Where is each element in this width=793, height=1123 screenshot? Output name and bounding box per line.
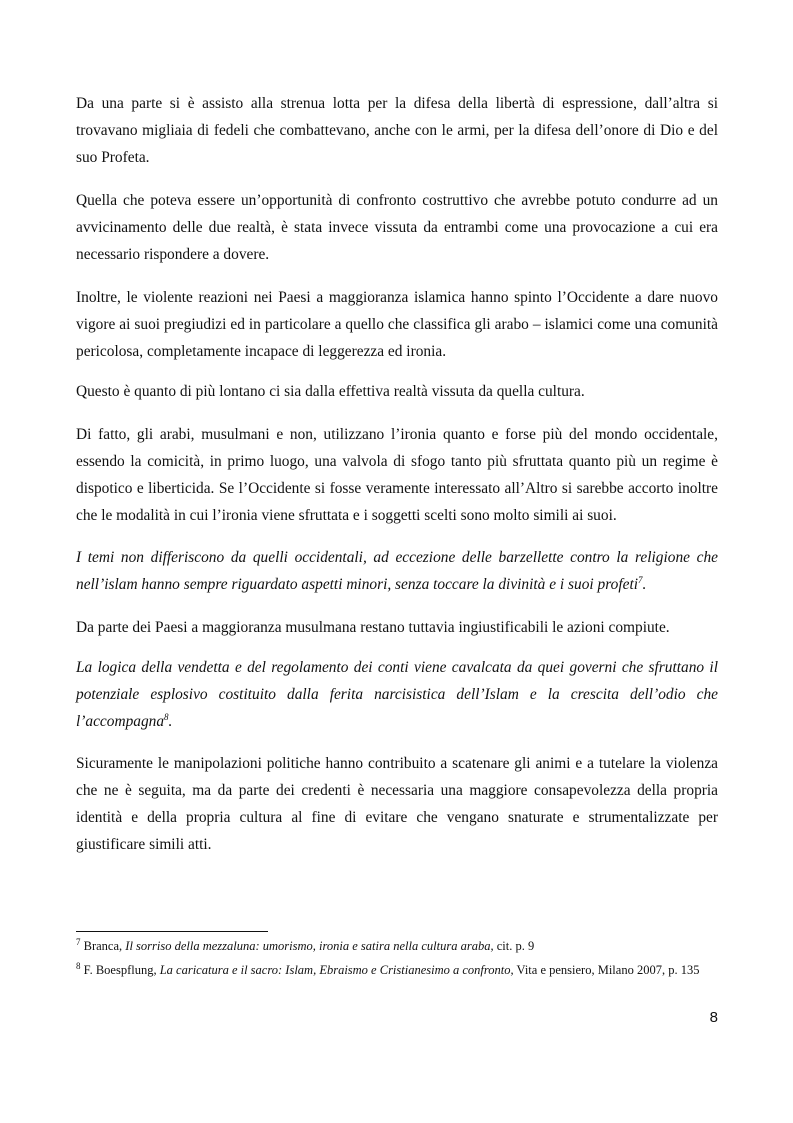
footnote-8 xyxy=(76,958,718,982)
footnote-7-author: Branca, xyxy=(80,939,126,953)
paragraph-6: Da parte dei Paesi a maggioranza musulmana restano tuttavia ingiustificabili le azioni compiute. xyxy=(76,619,670,636)
footnote-ref-8[interactable]: 8 xyxy=(164,711,169,722)
paragraph-5: Di fatto, gli arabi, musulmani e non, utilizzano l’ironia quanto e forse più del mondo occidentale, essendo la comicità, in primo luogo, una valvola di sfogo tanto più sfruttata quanto più un regime è dispotico e liberticida. Se l’Occidente si fosse veramente interessato all’Altro si sarebbe accorto inoltre che le modalità in cui l’ironia viene sfruttata e i soggetti scelti sono molto simili ai suoi. xyxy=(76,426,718,524)
paragraph-4: Questo è quanto di più lontano ci sia dalla effettiva realtà vissuta da quella cultura. xyxy=(76,383,585,400)
footnote-8-author: F. Boespflung, xyxy=(80,963,160,977)
quote-2-text: La logica della vendetta e del regolamento dei conti viene cavalcata da quei governi che sfruttano il potenziale esplosivo costituito dalla ferita narcisistica dell’Islam e la crescita dell’odio che l’accompagna xyxy=(76,659,718,730)
footnote-7-rest: cit. p. 9 xyxy=(493,939,535,953)
paragraph-3: Inoltre, le violente reazioni nei Paesi a maggioranza islamica hanno spinto l’Occidente a dare nuovo vigore ai suoi pregiudizi ed in particolare a quello che classifica gli arabo – islamici come una comunità pericolosa, completamente incapace di leggerezza ed ironia. xyxy=(76,289,718,360)
footnote-7 xyxy=(76,934,718,958)
quote-1 xyxy=(76,544,718,598)
footnote-8-rest: Vita e pensiero, Milano 2007, p. 135 xyxy=(513,963,700,977)
footnote-7-number: 7 xyxy=(76,936,81,947)
paragraph-7: Sicuramente le manipolazioni politiche hanno contribuito a scatenare gli animi e a tutelare la violenza che ne è seguita, ma da parte dei credenti è necessaria una maggiore consapevolezza della propria identità e della propria cultura al fine di evitare che vengano snaturate e strumentalizzate per giustificare simili atti. xyxy=(76,755,718,853)
footnote-ref-7[interactable]: 7 xyxy=(638,574,643,585)
quote-1-text: I temi non differiscono da quelli occidentali, ad eccezione delle barzellette contro la religione che nell’islam hanno sempre riguardato aspetti minori, senza toccare la divinità e i suoi profeti xyxy=(76,549,718,593)
quote-1-end: . xyxy=(642,576,647,593)
quote-2 xyxy=(76,654,718,735)
footnote-8-title: La caricatura e il sacro: Islam, Ebraismo e Cristianesimo a confronto, xyxy=(159,963,514,977)
paragraph-2: Quella che poteva essere un’opportunità di confronto costruttivo che avrebbe potuto condurre ad un avvicinamento delle due realtà, è stata invece vissuta da entrambi come una provocazione a cui era necessario rispondere a dovere. xyxy=(76,192,718,263)
paragraph-1: Da una parte si è assisto alla strenua lotta per la difesa della libertà di espressione, dall’altra si trovavano migliaia di fedeli che combattevano, anche con le armi, per la difesa dell’onore di Dio e del suo Profeta. xyxy=(76,95,718,166)
footnote-7-title: Il sorriso della mezzaluna: umorismo, ironia e satira nella cultura araba, xyxy=(125,939,494,953)
quote-2-end: . xyxy=(168,713,173,730)
footnote-8-number: 8 xyxy=(76,960,81,971)
footnote-divider xyxy=(76,931,268,932)
page-number: 8 xyxy=(709,1009,718,1026)
